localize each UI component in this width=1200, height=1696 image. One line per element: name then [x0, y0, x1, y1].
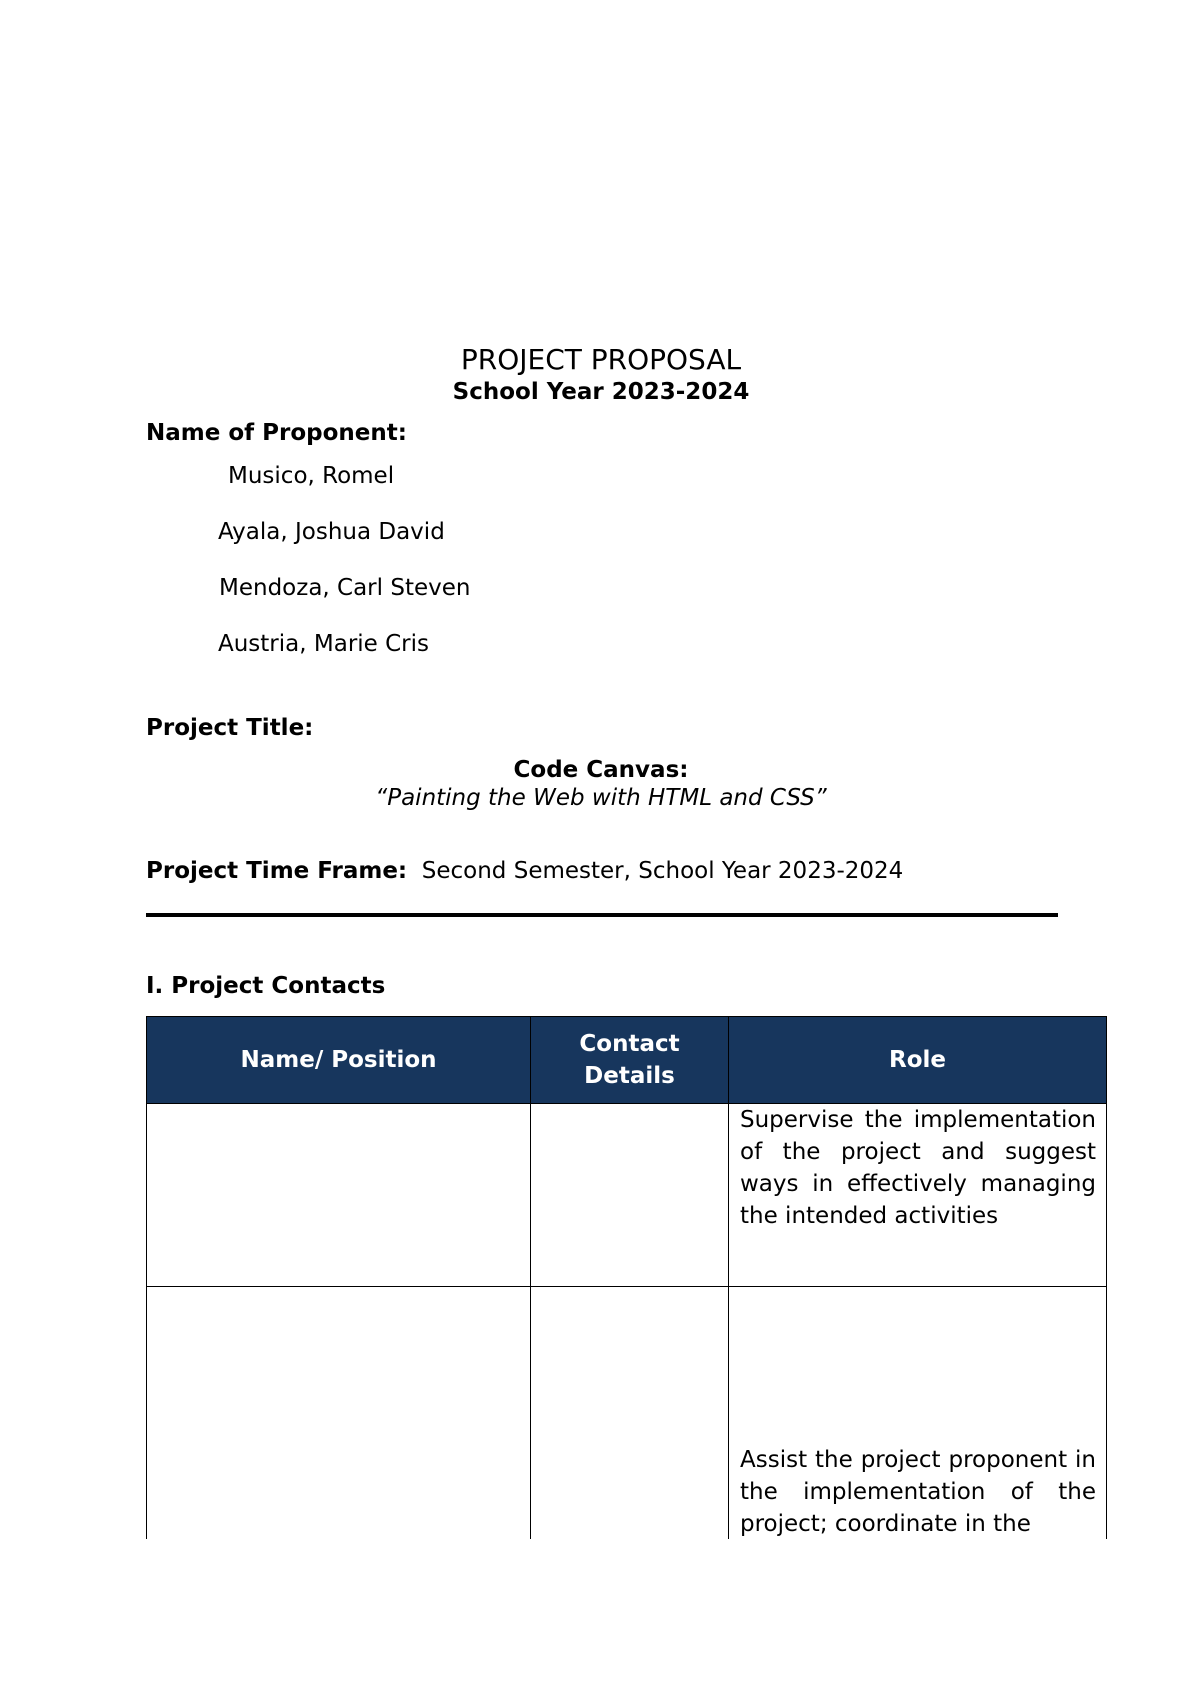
table-row — [147, 1287, 1107, 1541]
project-name: Code Canvas: — [513, 757, 689, 783]
document-title: PROJECT PROPOSAL — [460, 343, 742, 376]
proponent-name: Austria, Marie Cris — [218, 631, 430, 657]
proponent-name: Ayala, Joshua David — [218, 519, 445, 545]
name-position-cell — [147, 1287, 531, 1541]
project-title-label: Project Title: — [146, 715, 314, 741]
proponent-name: Musico, Romel — [228, 463, 395, 489]
page-bottom-margin — [0, 1539, 1200, 1696]
column-header-contact-details: Contact Details — [531, 1017, 729, 1104]
time-frame-value: Second Semester, School Year 2023-2024 — [421, 858, 904, 884]
horizontal-rule — [146, 913, 1058, 917]
proponent-label: Name of Proponent: — [146, 420, 407, 446]
role-text: Supervise the implementation of the project and suggest ways in effectively managing the intended activities — [740, 1107, 1096, 1229]
contact-details-cell — [531, 1104, 729, 1287]
section-heading: I. Project Contacts — [146, 973, 386, 999]
column-header-role: Role — [729, 1017, 1107, 1104]
table-header-row — [147, 1017, 1107, 1104]
table-row — [147, 1104, 1107, 1287]
role-text: Assist the project proponent in the implementation of the project; coordinate in the — [740, 1447, 1096, 1537]
name-position-cell — [147, 1104, 531, 1287]
proponent-name: Mendoza, Carl Steven — [219, 575, 471, 601]
role-cell — [729, 1287, 1107, 1541]
column-header-name-position: Name/ Position — [147, 1017, 531, 1104]
time-frame-label: Project Time Frame: — [146, 858, 408, 884]
project-contacts-table — [146, 1016, 1107, 1541]
contact-details-cell — [531, 1287, 729, 1541]
time-frame-line — [146, 857, 903, 885]
school-year: School Year 2023-2024 — [452, 379, 750, 405]
project-tagline: “Painting the Web with HTML and CSS” — [375, 785, 827, 811]
role-cell — [729, 1104, 1107, 1287]
